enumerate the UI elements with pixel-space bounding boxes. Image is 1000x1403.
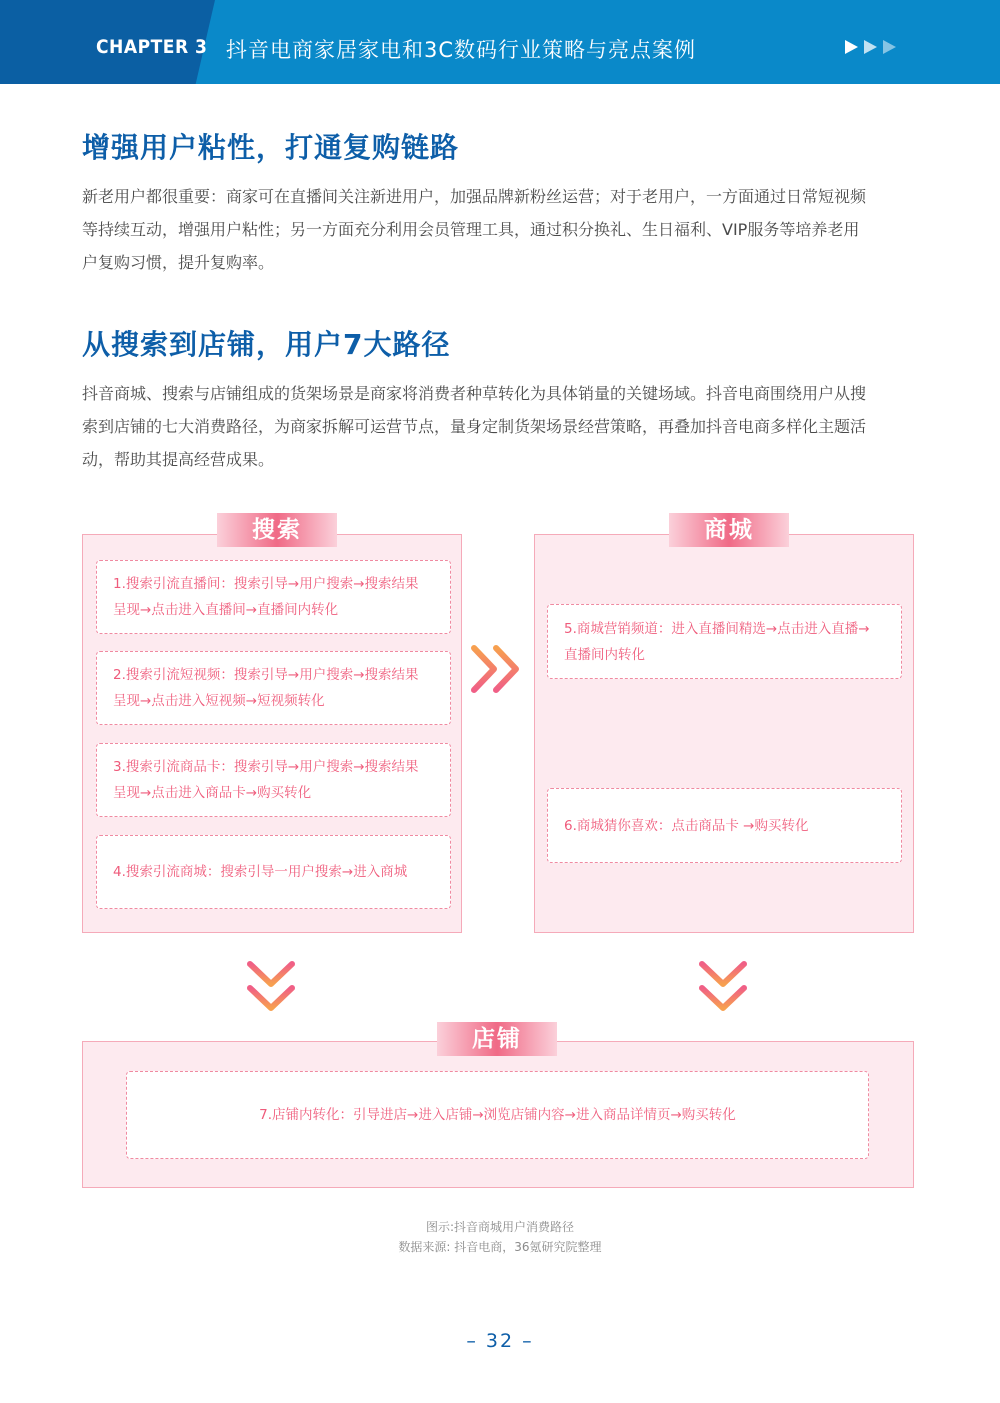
search-tag: 搜索 <box>217 513 337 547</box>
store-tag: 店铺 <box>437 1022 557 1056</box>
path-card-text: 2.搜索引流短视频：搜索引导→用户搜索→搜索结果 <box>113 667 419 683</box>
section-paragraph-paths <box>82 377 918 476</box>
path-card-text: 7.店铺内转化：引导进店→进入店铺→浏览店铺内容→进入商品详情页→购买转化 <box>259 1107 736 1123</box>
path-card-text: 呈现→点击进入直播间→直播间内转化 <box>113 602 339 618</box>
figure-source: 数据来源: 抖音电商，36氪研究院整理 <box>398 1240 602 1254</box>
section-heading-paths: 从搜索到店铺，用户7大路径 <box>82 328 451 361</box>
double-chevron-right-icon <box>468 644 526 694</box>
paragraph-line: 动，帮助其提高经营成果。 <box>82 450 275 469</box>
chapter-label: CHAPTER 3 <box>96 36 208 58</box>
chapter-header <box>0 0 1000 84</box>
paragraph-line: 索到店铺的七大消费路径，为商家拆解可运营节点，量身定制货架场景经营策略，再叠加抖音电商多样化主题活 <box>82 417 867 436</box>
mall-panel <box>534 534 914 933</box>
path-card-text: 1.搜索引流直播间：搜索引导→用户搜索→搜索结果 <box>113 576 419 592</box>
path-card-1 <box>96 560 451 634</box>
path-card-2 <box>96 651 451 725</box>
path-card-text: 直播间内转化 <box>564 646 645 663</box>
figure-caption: 图示:抖音商城用户消费路径 <box>425 1220 575 1234</box>
path-card-5 <box>547 604 902 679</box>
chapter-title: 抖音电商家居家电和3C数码行业策略与亮点案例 <box>226 38 697 62</box>
path-card-4 <box>96 835 451 909</box>
play-arrow-icon <box>864 40 877 54</box>
play-arrow-icon <box>845 40 858 54</box>
mall-tag: 商城 <box>669 513 789 547</box>
path-card-text: 6.商城猜你喜欢：点击商品卡 →购买转化 <box>564 817 809 834</box>
path-card-6 <box>547 788 902 863</box>
paragraph-line: 抖音商城、搜索与店铺组成的货架场景是商家将消费者种草转化为具体销量的关键场域。抖音电商围绕用户从搜 <box>82 384 867 403</box>
double-chevron-down-icon <box>698 958 748 1014</box>
paragraph-line: 等持续互动，增强用户粘性；另一方面充分利用会员管理工具，通过积分换礼、生日福利、VIP服务等培养老用 <box>82 220 860 239</box>
path-card-text: 3.搜索引流商品卡：搜索引导→用户搜索→搜索结果 <box>113 759 419 775</box>
path-card-text: 呈现→点击进入商品卡→购买转化 <box>113 785 312 801</box>
page-number: – 32 – <box>466 1330 534 1352</box>
path-card-text: 5.商城营销频道：进入直播间精选→点击进入直播→ <box>564 620 870 637</box>
paragraph-line: 户复购习惯，提升复购率。 <box>82 253 275 272</box>
path-card-3 <box>96 743 451 817</box>
section-paragraph-retention <box>82 180 918 279</box>
paragraph-line: 新老用户都很重要：商家可在直播间关注新进用户，加强品牌新粉丝运营；对于老用户，一方面通过日常短视频 <box>82 187 867 206</box>
section-heading-retention: 增强用户粘性，打通复购链路 <box>82 131 460 164</box>
path-card-text: 4.搜索引流商城：搜索引导一用户搜索→进入商城 <box>113 864 408 880</box>
path-card-text: 呈现→点击进入短视频→短视频转化 <box>113 693 325 709</box>
play-arrow-icon <box>883 40 896 54</box>
path-card-7 <box>126 1071 869 1159</box>
play-arrows-icon <box>845 40 896 56</box>
double-chevron-down-icon <box>246 958 296 1014</box>
